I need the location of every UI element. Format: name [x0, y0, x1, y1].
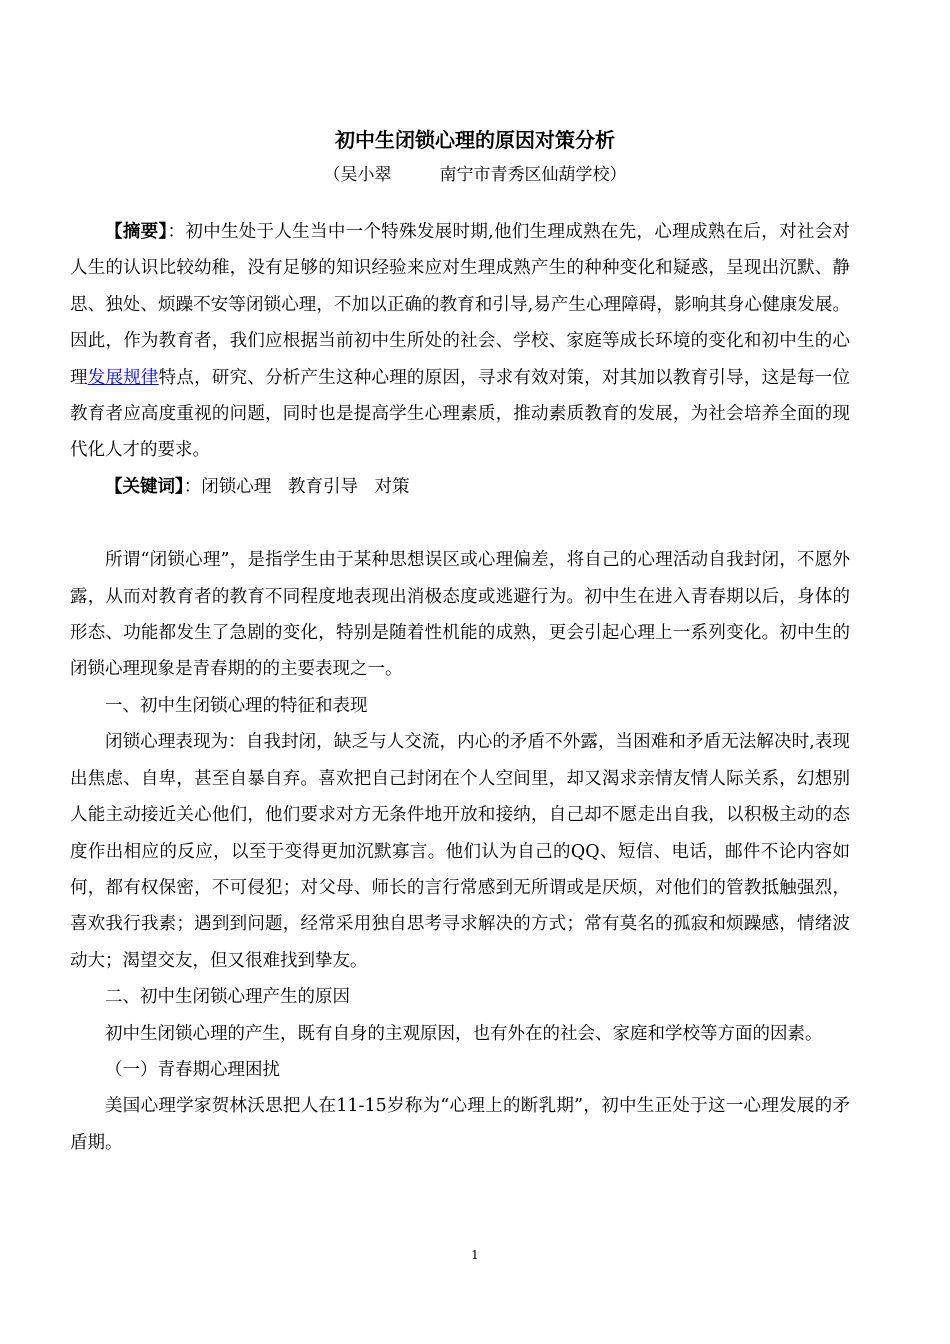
author-line — [0, 160, 950, 185]
puberty-paragraph: 美国心理学家贺林沃思把人在11-15岁称为“心理上的断乳期”，初中生正处于这一心理发展的矛盾期。 — [70, 1096, 850, 1153]
section-heading-2: 二、初中生闭锁心理产生的原因 — [105, 987, 350, 1008]
intro-paragraph: 所谓“闭锁心理”，是指学生由于某种思想误区或心理偏差，将自己的心理活动自我封闭，不愿外露，从而对教育者的教育不同程度地表现出消极态度或逃避行为。初中生在进入青春期以后，身体的形态、功能都发生了急剧的变化，特别是随着性机能的成熟，更会引起心理上一系列变化。初中生的闭锁心理现象是青春期的的主要表现之一。 — [70, 550, 850, 680]
author-name: （吴小翠 — [323, 165, 392, 185]
causes-paragraph: 初中生闭锁心理的产生，既有自身的主观原因，也有外在的社会、家庭和学校等方面的因素。 — [105, 1023, 823, 1044]
paragraph-spacer — [70, 505, 850, 542]
document-body — [70, 214, 850, 1161]
abstract-paragraph — [70, 214, 850, 469]
page-number: 1 — [471, 1248, 479, 1262]
keywords-label: 【关键词】 — [105, 476, 184, 497]
abstract-text-after: 特点，研究、分析产生这种心理的原因，寻求有效对策，对其加以教育引导，这是每一位教育者应高度重视的问题，同时也是提高学生心理素质，推动素质教育的发展，为社会培养全面的现代化人才的要求。 — [70, 367, 851, 461]
development-rules-link[interactable]: 发展规律 — [87, 367, 159, 388]
features-paragraph: 闭锁心理表现为：自我封闭，缺乏与人交流，内心的矛盾不外露，当困难和矛盾无法解决时,表现出焦虑、自卑，甚至自暴自弃。喜欢把自己封闭在个人空间里，却又渴求亲情友情人际关系，幻想别人能主动接近关心他们，他们要求对方无条件地开放和接纳，自己却不愿走出自我，以积极主动的态度作出相应的反应，以至于变得更加沉默寡言。他们认为自己的QQ、短信、电话，邮件不论内容如何，都有权保密，不可侵犯；对父母、师长的言行常感到无所谓或是厌烦，对他们的管教抵触强烈，喜欢我行我素；遇到到问题，经常采用独自思考寻求解决的方式；常有莫名的孤寂和烦躁感，情绪波动大；渴望交友，但又很难找到挚友。 — [70, 732, 850, 971]
abstract-label: 【摘要】 — [105, 222, 168, 242]
abstract-text-before: ：初中生处于人生当中一个特殊发展时期,他们生理成熟在先，心理成熟在后，对社会对人生的认识比较幼稚，没有足够的知识经验来应对生理成熟产生的种种变化和疑惑，呈现出沉默、静思、独处、烦躁不安等闭锁心理，不加以正确的教育和引导,易产生心理障碍，影响其身心健康发展。因此，作为教育者，我们应根据当前初中生所处的社会、学校、家庭等成长环境的变化和初中生的心理 — [70, 222, 851, 388]
section-heading-1: 一、初中生闭锁心理的特征和表现 — [105, 695, 368, 716]
subsection-heading-1: （一）青春期心理困扰 — [105, 1059, 280, 1080]
keywords-text: ：闭锁心理 教育引导 对策 — [183, 476, 410, 497]
author-affiliation: 南宁市青秀区仙葫学校） — [439, 165, 627, 185]
keywords-paragraph — [70, 469, 850, 505]
document-title: 初中生闭锁心理的原因对策分析 — [335, 128, 615, 152]
